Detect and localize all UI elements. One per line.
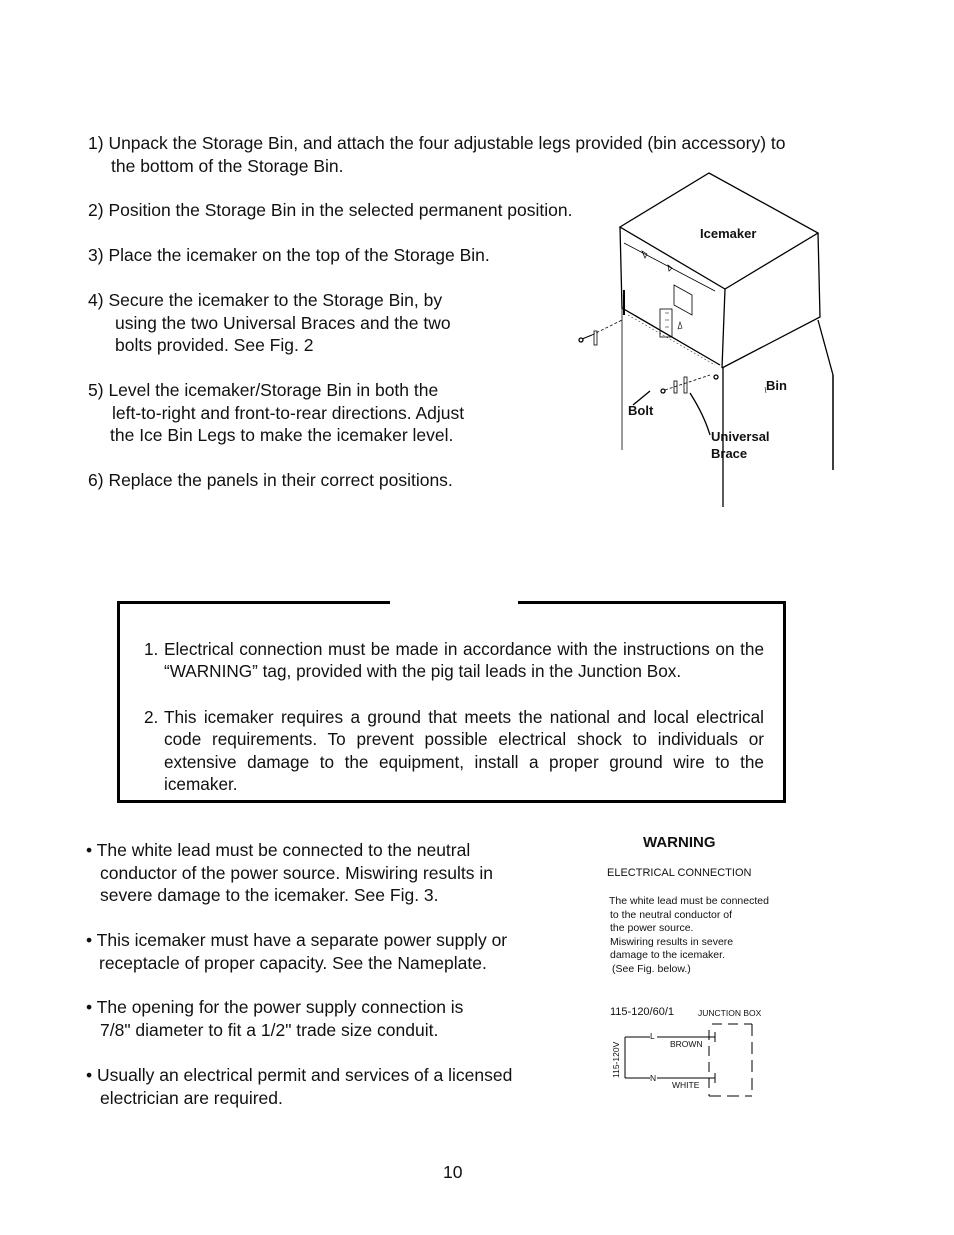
vertical-voltage-label: 115-120V bbox=[611, 1041, 621, 1078]
warning-subtitle: ELECTRICAL CONNECTION bbox=[607, 867, 752, 879]
bullet-2: • This icemaker must have a separate power supply or receptacle of proper capacity. See the Nameplate. bbox=[86, 930, 508, 973]
bullet-1: • The white lead must be connected to the neutral conductor of the power source. Miswiring results in severe damage to the icemaker. See Fig. 3. bbox=[86, 840, 493, 905]
bullet-3: • The opening for the power supply connection is 7/8" diameter to fit a 1/2" trade size conduit. bbox=[86, 997, 464, 1040]
step-5: 5) Level the icemaker/Storage Bin in both the left-to-right and front-to-rear directions. Adjust the Ice Bin Legs to make the icemaker level. bbox=[88, 380, 465, 445]
box-title-gap bbox=[390, 600, 518, 606]
junction-box-label: JUNCTION BOX bbox=[698, 1008, 762, 1018]
step-4: 4) Secure the icemaker to the Storage Bin, by using the two Universal Braces and the two bolts provided. See Fig. 2 bbox=[88, 290, 451, 355]
bullet-4: • Usually an electrical permit and services of a licensed electrician are required. bbox=[86, 1065, 513, 1108]
step-2: 2) Position the Storage Bin in the selected permanent position. bbox=[88, 200, 573, 220]
n-label: N bbox=[650, 1073, 657, 1083]
step-6: 6) Replace the panels in their correct positions. bbox=[88, 470, 453, 490]
white-label: WHITE bbox=[672, 1080, 700, 1090]
bolt-label: Bolt bbox=[628, 403, 654, 418]
icemaker-bin-figure bbox=[570, 165, 840, 510]
icemaker-label: Icemaker bbox=[700, 226, 757, 241]
step-1: 1) Unpack the Storage Bin, and attach the four adjustable legs provided (bin accessory) to the bottom of the Storage Bin. bbox=[88, 133, 786, 176]
note-2: 2. This icemaker requires a ground that meets the national and local electrical code requirements. To prevent possible electrical shock to individuals or extensive damage to the equipment, install a proper ground wire to the icemaker. bbox=[144, 707, 764, 794]
universal-brace-label: Universal Brace bbox=[711, 429, 770, 461]
bin-label: Bin bbox=[766, 378, 787, 393]
wiring-diagram bbox=[600, 1020, 800, 1110]
page-number: 10 bbox=[443, 1162, 463, 1182]
voltage-rating: 115-120/60/1 bbox=[610, 1006, 675, 1018]
warning-body: The white lead must be connected to the neutral conductor of the power source. Miswiring results in severe damage to the icemaker. (See Fig. below.) bbox=[609, 895, 769, 975]
icemaker-bin-drawing bbox=[570, 165, 840, 510]
warning-tag bbox=[600, 830, 800, 1110]
electrical-notes-box bbox=[117, 601, 786, 803]
note-1: 1. Electrical connection must be made in accordance with the instructions on the “WARNING” tag, provided with the pig tail leads in the Junction Box. bbox=[144, 639, 764, 682]
l-label: L bbox=[650, 1031, 655, 1041]
step-3: 3) Place the icemaker on the top of the Storage Bin. bbox=[88, 245, 490, 265]
brown-label: BROWN bbox=[670, 1039, 703, 1049]
warning-title: WARNING bbox=[643, 834, 716, 851]
